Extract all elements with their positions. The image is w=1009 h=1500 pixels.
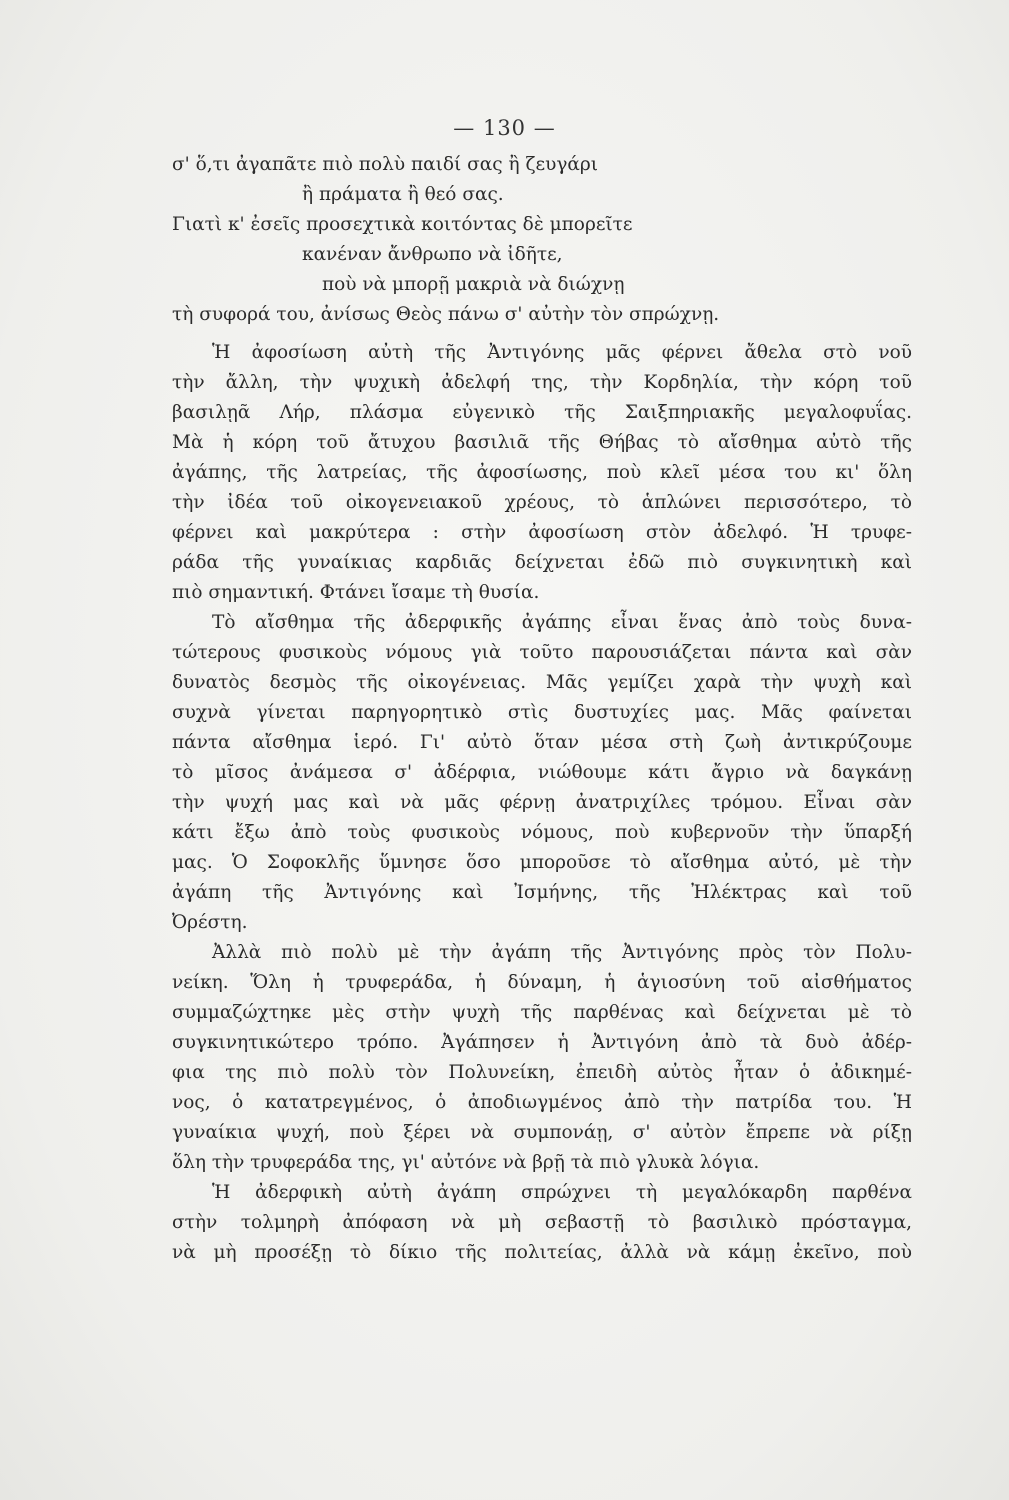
- text-line: τὴν ψυχή μας καὶ νὰ μᾶς φέρνῃ ἀνατριχίλες τρόμου. Εἶναι σὰν: [172, 792, 912, 813]
- paragraph-4: [172, 1178, 912, 1268]
- text-line: τώτερους φυσικοὺς νόμους γιὰ τοῦτο παρουσιάζεται πάντα καὶ σὰν: [172, 642, 912, 663]
- text-line: συγκινητικώτερο τρόπο. Ἀγάπησεν ἡ Ἀντιγόνη ἀπὸ τὰ δυὸ ἀδέρ-: [172, 1032, 912, 1053]
- poem-line: ἢ πράματα ἢ θεό σας.: [302, 184, 504, 205]
- text-line: τὴν ἰδέα τοῦ οἰκογενειακοῦ χρέους, τὸ ἁπλώνει περισσότερο, τὸ: [172, 492, 912, 513]
- paragraph-1: [172, 338, 912, 608]
- text-line: ὅλη τὴν τρυφεράδα της, γι' αὐτόνε νὰ βρῇ τὰ πιὸ γλυκὰ λόγια.: [172, 1152, 760, 1173]
- text-line: φέρνει καὶ μακρύτερα : στὴν ἀφοσίωση στὸν ἀδελφό. Ἡ τρυφε-: [172, 522, 912, 543]
- text-line: τὴν ἄλλη, τὴν ψυχικὴ ἀδελφή της, τὴν Κορδηλία, τὴν κόρη τοῦ: [172, 372, 912, 393]
- text-line: συχνὰ γίνεται παρηγορητικὸ στὶς δυστυχίες μας. Μᾶς φαίνεται: [172, 702, 912, 723]
- text-line: συμμαζώχτηκε μὲς στὴν ψυχὴ τῆς παρθένας καὶ δείχνεται μὲ τὸ: [172, 1002, 912, 1023]
- text-line: Ὀρέστη.: [172, 912, 248, 933]
- text-line: ἀγάπης, τῆς λατρείας, τῆς ἀφοσίωσης, ποὺ κλεῖ μέσα του κι' ὅλη: [172, 462, 912, 483]
- text-line: πάντα αἴσθημα ἱερό. Γι' αὐτὸ ὅταν μέσα στὴ ζωὴ ἀντικρύζουμε: [172, 732, 912, 753]
- paragraph-2: [172, 608, 912, 938]
- paragraph-3: [172, 938, 912, 1178]
- text-line: δυνατὸς δεσμὸς τῆς οἰκογένειας. Μᾶς γεμίζει χαρὰ τὴν ψυχὴ καὶ: [172, 672, 912, 693]
- poem-line: τὴ συφορά του, ἀνίσως Θεὸς πάνω σ' αὐτὴν τὸν σπρώχνῃ.: [172, 304, 720, 325]
- text-line: κάτι ἔξω ἀπὸ τοὺς φυσικοὺς νόμους, ποὺ κυβερνοῦν τὴν ὕπαρξή: [172, 822, 912, 843]
- poem-line: σ' ὅ,τι ἀγαπᾶτε πιὸ πολὺ παιδί σας ἢ ζευγάρι: [172, 154, 598, 175]
- text-line: Τὸ αἴσθημα τῆς ἀδερφικῆς ἀγάπης εἶναι ἕνας ἀπὸ τοὺς δυνα-: [212, 612, 912, 633]
- text-line: ἀγάπη τῆς Ἀντιγόνης καὶ Ἰσμήνης, τῆς Ἠλέκτρας καὶ τοῦ: [172, 882, 912, 903]
- text-line: γυναίκια ψυχή, ποὺ ξέρει νὰ συμπονάῃ, σ' αὐτὸν ἔπρεπε νὰ ρίξῃ: [172, 1122, 912, 1143]
- poem-excerpt: [172, 150, 912, 330]
- text-line: φια της πιὸ πολὺ τὸν Πολυνείκη, ἐπειδὴ αὐτὸς ἦταν ὁ ἀδικημέ-: [172, 1062, 912, 1083]
- text-line: Μὰ ἡ κόρη τοῦ ἄτυχου βασιλιᾶ τῆς Θήβας τὸ αἴσθημα αὐτὸ τῆς: [172, 432, 912, 453]
- text-line: νος, ὁ κατατρεγμένος, ὁ ἀποδιωγμένος ἀπὸ τὴν πατρίδα του. Ἡ: [172, 1092, 912, 1113]
- text-line: τὸ μῖσος ἀνάμεσα σ' ἀδέρφια, νιώθουμε κάτι ἄγριο νὰ δαγκάνῃ: [172, 762, 912, 783]
- text-body: [172, 150, 912, 1268]
- text-line: μας. Ὁ Σοφοκλῆς ὕμνησε ὅσο μποροῦσε τὸ αἴσθημα αὐτό, μὲ τὴν: [172, 852, 912, 873]
- text-line: πιὸ σημαντική. Φτάνει ἴσαμε τὴ θυσία.: [172, 582, 540, 603]
- text-line: ράδα τῆς γυναίκιας καρδιᾶς δείχνεται ἐδῶ πιὸ συγκινητικὴ καὶ: [172, 552, 912, 573]
- text-line: Ἡ ἀδερφικὴ αὐτὴ ἀγάπη σπρώχνει τὴ μεγαλόκαρδη παρθένα: [212, 1182, 912, 1203]
- text-line: νείκη. Ὅλη ἡ τρυφεράδα, ἡ δύναμη, ἡ ἁγιοσύνη τοῦ αἰσθήματος: [172, 972, 912, 993]
- poem-line: κανέναν ἄνθρωπο νὰ ἰδῆτε,: [302, 244, 563, 265]
- text-line: νὰ μὴ προσέξῃ τὸ δίκιο τῆς πολιτείας, ἀλλὰ νὰ κάμῃ ἐκεῖνο, ποὺ: [172, 1242, 912, 1263]
- page-number: — 130 —: [453, 116, 556, 140]
- text-line: Ἀλλὰ πιὸ πολὺ μὲ τὴν ἀγάπη τῆς Ἀντιγόνης πρὸς τὸν Πολυ-: [212, 942, 912, 963]
- text-line: στὴν τολμηρὴ ἀπόφαση νὰ μὴ σεβαστῇ τὸ βασιλικὸ πρόσταγμα,: [172, 1212, 912, 1233]
- text-line: βασιλῃᾶ Λήρ, πλάσμα εὐγενικὸ τῆς Σαιξπηριακῆς μεγαλοφυΐας.: [172, 402, 912, 423]
- text-line: Ἡ ἀφοσίωση αὐτὴ τῆς Ἀντιγόνης μᾶς φέρνει ἄθελα στὸ νοῦ: [212, 342, 912, 363]
- poem-line: Γιατὶ κ' ἐσεῖς προσεχτικὰ κοιτόντας δὲ μπορεῖτε: [172, 214, 633, 235]
- poem-line: ποὺ νὰ μπορῇ μακριὰ νὰ διώχνῃ: [322, 274, 625, 295]
